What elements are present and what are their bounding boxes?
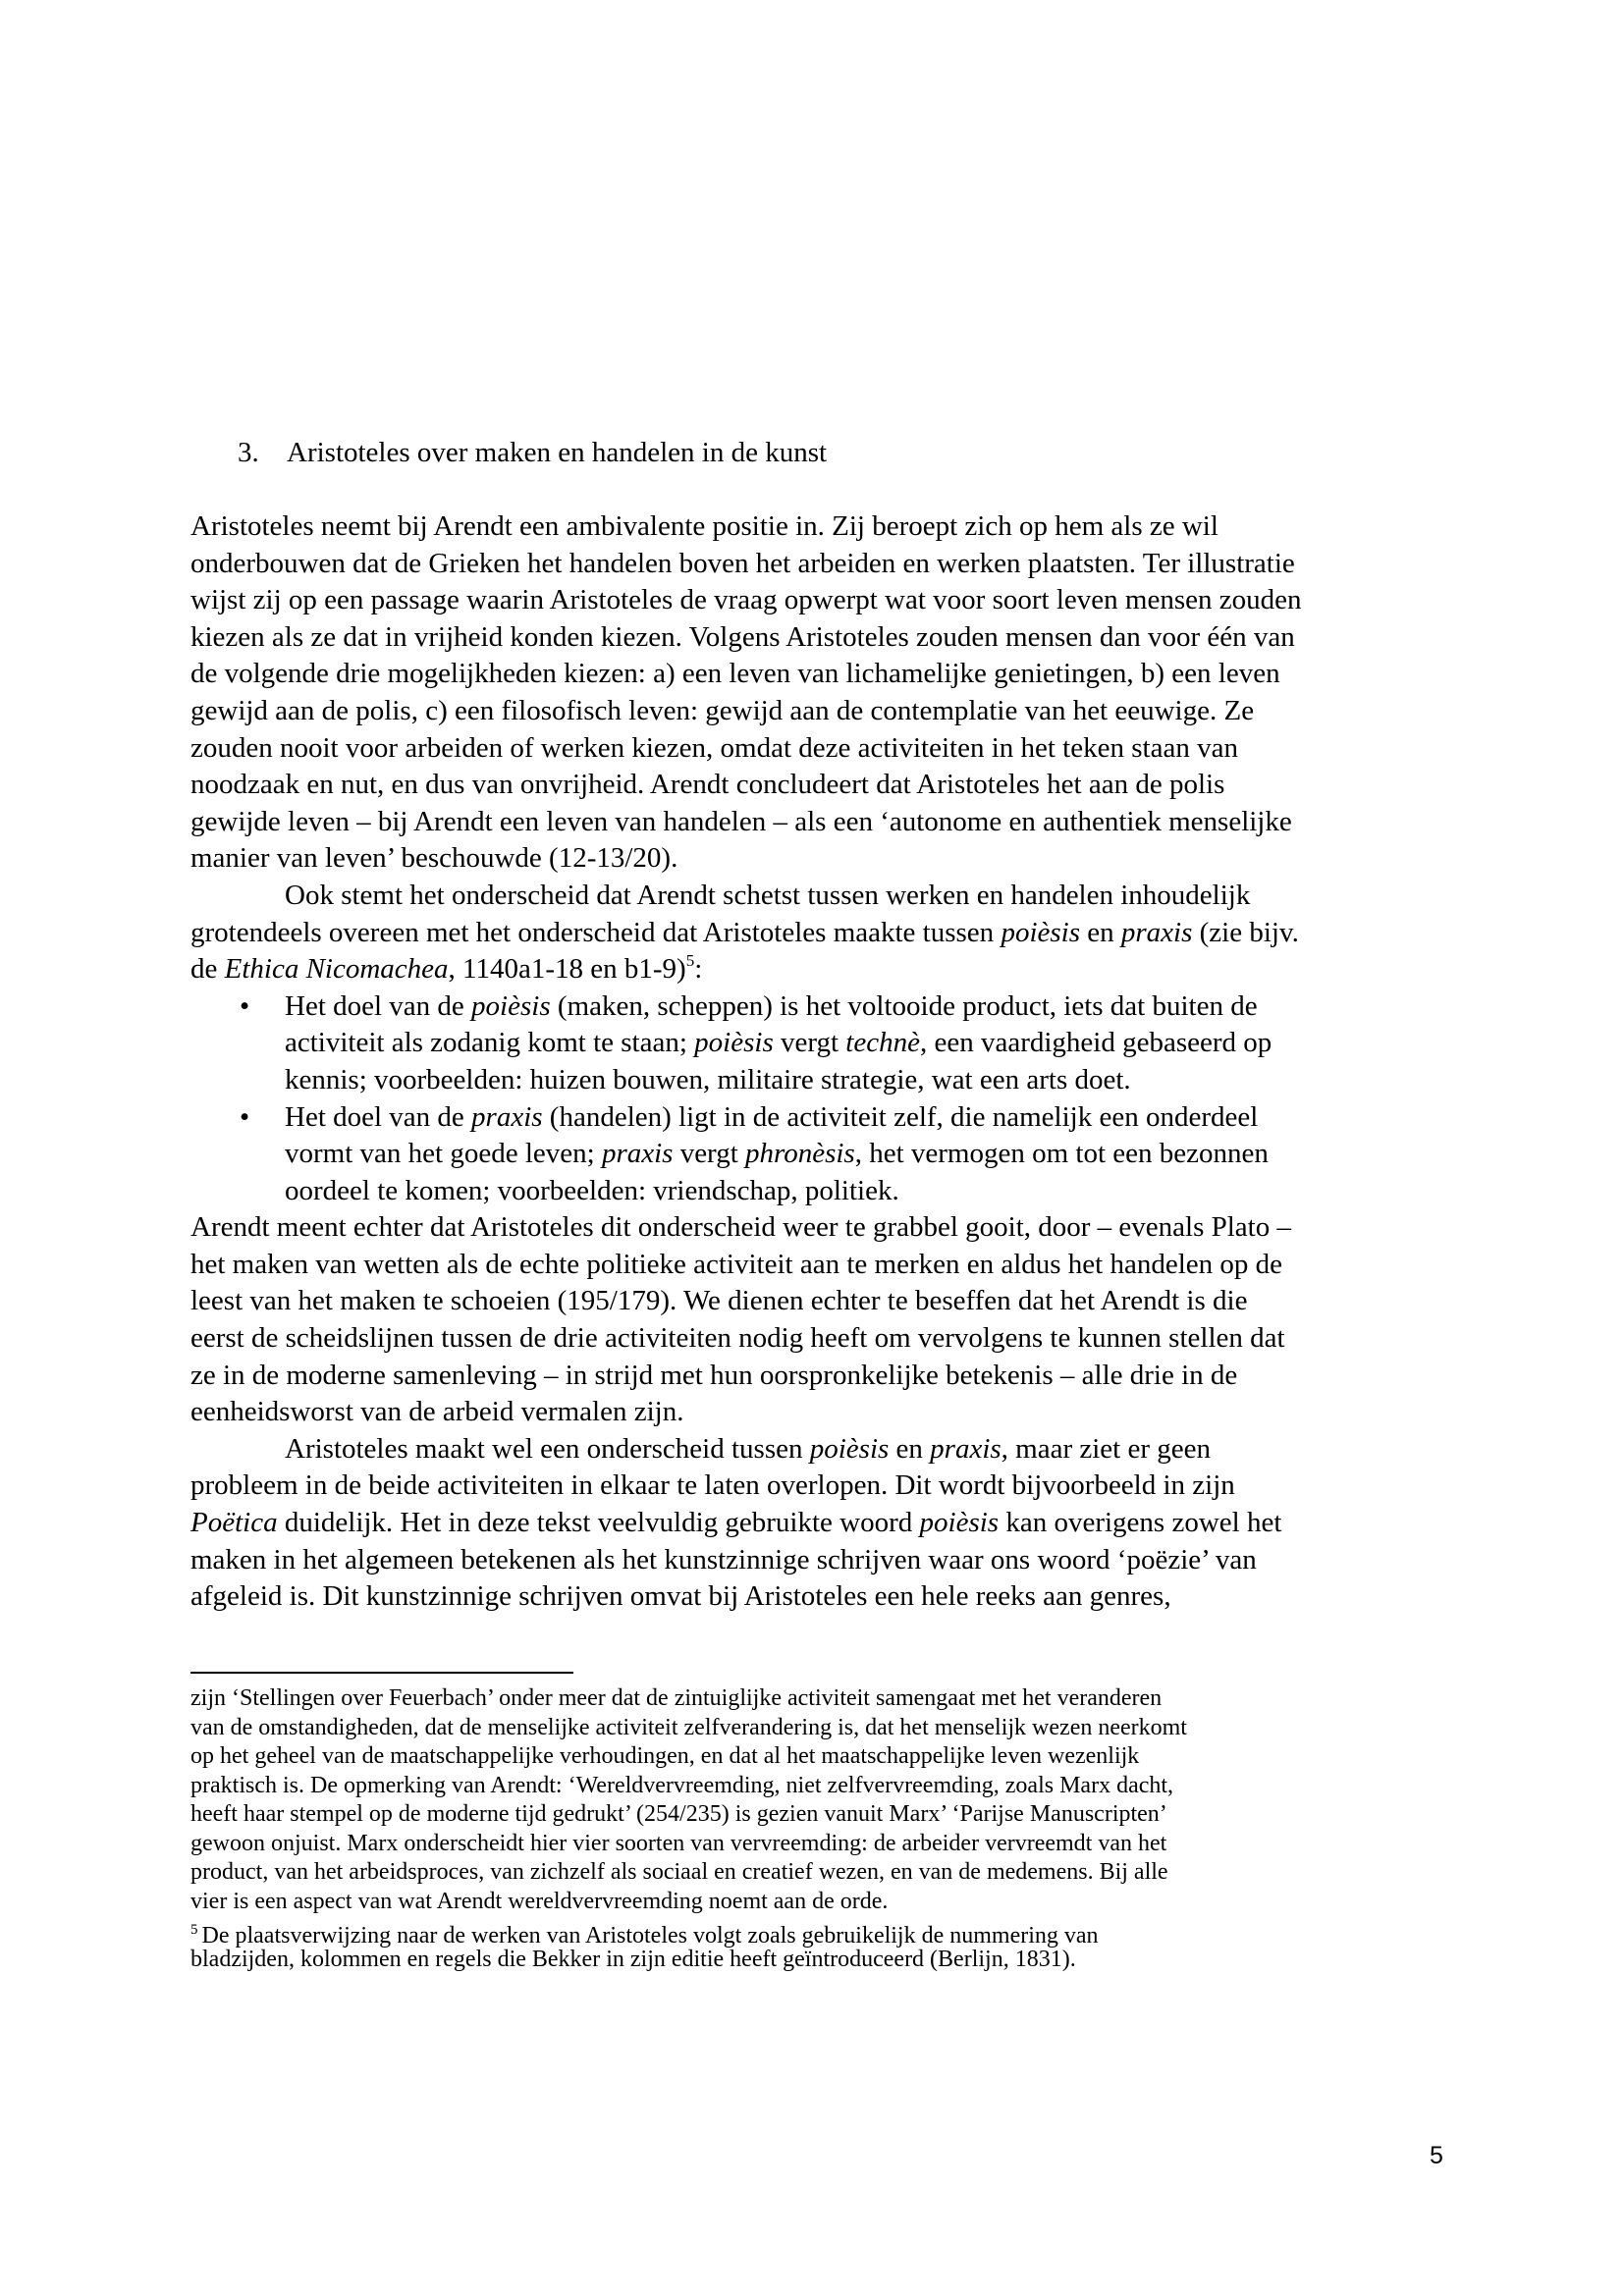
- text-line: [190, 951, 1437, 988]
- text-span: , maar ziet er geen: [1001, 1432, 1212, 1465]
- text-line: manier van leven’ beschouwde (12-13/20).: [190, 842, 678, 875]
- text-line: leest van het maken te schoeien (195/179). We dienen echter te beseffen dat het Arendt is die: [190, 1285, 1248, 1317]
- footnote-line: product, van het arbeidsproces, van zichzelf als sociaal en creatief wezen, en van de medemens. Bij alle: [190, 1859, 1168, 1885]
- text-line: noodzaak en nut, en dus van onvrijheid. Arendt concludeert dat Aristoteles het aan de polis: [190, 769, 1225, 801]
- text-line: het maken van wetten als de echte politieke activiteit aan te merken en aldus het handelen op de: [190, 1248, 1283, 1280]
- bullet-list: [190, 988, 1437, 1210]
- text-line: wijst zij op een passage waarin Aristoteles de vraag opwerpt wat voor soort leven mensen zouden: [190, 584, 1302, 616]
- footnotes: [190, 1684, 1437, 1974]
- italic-term: poièsis: [471, 989, 551, 1022]
- text-span: en: [889, 1432, 931, 1465]
- section-title: Aristoteles over maken en handelen in de kunst: [287, 437, 828, 468]
- text-span: :: [694, 953, 703, 986]
- footnote-number: 5: [190, 1922, 198, 1938]
- text-line: [190, 915, 1437, 952]
- text-line: kiezen als ze dat in vrijheid konden kiezen. Volgens Aristoteles zouden mensen dan voor één van: [190, 620, 1295, 653]
- italic-term: poièsis: [919, 1507, 1000, 1539]
- italic-term: technè: [845, 1027, 920, 1059]
- italic-term: poièsis: [809, 1432, 890, 1465]
- footnote-line: van de omstandigheden, dat de menselijke activiteit zelfverandering is, dat het menselijk wezen neerkomt: [190, 1714, 1187, 1740]
- bullet-icon: •: [240, 989, 250, 1022]
- paragraph-2: [190, 878, 1437, 988]
- section-number: 3.: [238, 437, 259, 468]
- text-line: afgeleid is. Dit kunstzinnige schrijven omvat bij Aristoteles een hele reeks aan genres,: [190, 1580, 1171, 1613]
- text-line: [190, 988, 1437, 1026]
- bullet-item: [190, 988, 1437, 1099]
- text-line: eerst de scheidslijnen tussen de drie activiteiten nodig heeft om vervolgens te kunnen stellen dat: [190, 1322, 1285, 1355]
- footnote-divider: [190, 1672, 573, 1674]
- footnote-continued: [190, 1684, 1437, 1916]
- footnote-line: zijn ‘Stellingen over Feuerbach’ onder meer dat de zintuiglijke activiteit samengaat met het veranderen: [190, 1685, 1163, 1711]
- paragraph-4: [190, 1431, 1437, 1616]
- text-span: kan overigens zowel het: [999, 1507, 1282, 1539]
- footnote-line: gewoon onjuist. Marx onderscheidt hier vier soorten van vervreemding: de arbeider vervreemdt van het: [190, 1830, 1167, 1856]
- paragraph-3: [190, 1209, 1437, 1431]
- text-line: [190, 1431, 1437, 1468]
- footnote-line: bladzijden, kolommen en regels die Bekker in zijn editie heeft geïntroduceerd (Berlijn, 1831).: [190, 1946, 1076, 1972]
- text-span: (zie bijv.: [1192, 916, 1299, 948]
- paragraph-1: [190, 508, 1437, 878]
- text-span: vormt van het goede leven;: [285, 1138, 602, 1170]
- footnote-line: vier is een aspect van wat Arendt wereldvervreemding noemt aan de orde.: [190, 1888, 889, 1914]
- italic-title: Poëtica: [190, 1507, 278, 1539]
- footnote-reference[interactable]: 5: [685, 951, 695, 971]
- text-line: zouden nooit voor arbeiden of werken kiezen, omdat deze activiteiten in het teken staan van: [190, 731, 1238, 764]
- footnote-line: praktisch is. De opmerking van Arendt: ‘Wereldvervreemding, niet zelfvervreemding, zoals Marx dacht,: [190, 1772, 1174, 1798]
- text-line: maken in het algemeen betekenen als het kunstzinnige schrijven waar ons woord ‘poëzie’ van: [190, 1543, 1257, 1575]
- text-span: de: [190, 953, 225, 986]
- text-line: gewijde leven – bij Arendt een leven van handelen – als een ‘autonome en authentiek menselijke: [190, 805, 1292, 837]
- bullet-item: [190, 1099, 1437, 1210]
- bullet-icon: •: [240, 1100, 250, 1133]
- text-span: grotendeels overeen met het onderscheid dat Aristoteles maakte tussen: [190, 916, 1001, 948]
- italic-term: praxis: [930, 1432, 1001, 1465]
- footnote-line: heeft haar stempel op de moderne tijd gedrukt’ (254/235) is gezien vanuit Marx’ ‘Parijse Manuscripten’: [190, 1801, 1167, 1827]
- footnote-5: [190, 1916, 1437, 1974]
- italic-term: praxis: [471, 1100, 543, 1133]
- text-span: vergt: [673, 1138, 745, 1170]
- text-line: Ook stemt het onderscheid dat Arendt schetst tussen werken en handelen inhoudelijk: [285, 879, 1251, 911]
- text-line: Aristoteles neemt bij Arendt een ambivalente positie in. Zij beroept zich op hem als ze wil: [190, 510, 1218, 542]
- text-span: De plaatsverwijzing naar de werken van Aristoteles volgt zoals gebruikelijk de nummering van: [201, 1923, 1099, 1949]
- text-span: (handelen) ligt in de activiteit zelf, die namelijk een onderdeel: [542, 1100, 1259, 1133]
- text-line: [190, 1505, 1437, 1542]
- text-span: duidelijk. Het in deze tekst veelvuldig gebruikte woord: [277, 1507, 920, 1539]
- italic-term: phronèsis: [745, 1138, 855, 1170]
- section-heading: [238, 435, 827, 470]
- text-line: gewijd aan de polis, c) een filosofisch leven: gewijd aan de contemplatie van het eeuwige. Ze: [190, 694, 1255, 726]
- text-span: Het doel van de: [285, 989, 472, 1022]
- text-line: [190, 1025, 1437, 1062]
- text-line: [190, 1136, 1437, 1173]
- text-line: oordeel te komen; voorbeelden: vriendschap, politiek.: [285, 1174, 899, 1206]
- text-span: (maken, scheppen) is het voltooide product, iets dat buiten de: [550, 989, 1258, 1022]
- text-line: de volgende drie mogelijkheden kiezen: a) een leven van lichamelijke genietingen, b) een leven: [190, 658, 1280, 690]
- text-line: Arendt meent echter dat Aristoteles dit onderscheid weer te grabbel gooit, door – evenals Plato –: [190, 1211, 1291, 1244]
- text-span: , een vaardigheid gebaseerd op: [919, 1027, 1272, 1059]
- footnote-line: [190, 1916, 1437, 1949]
- text-line: probleem in de beide activiteiten in elkaar te laten overlopen. Dit wordt bijvoorbeeld in zijn: [190, 1469, 1235, 1502]
- text-span: activiteit als zodanig komt te staan;: [285, 1027, 695, 1059]
- text-line: kennis; voorbeelden: huizen bouwen, militaire strategie, wat een arts doet.: [285, 1063, 1131, 1095]
- text-span: , 1140a1-18 en b1-9): [448, 953, 686, 986]
- text-line: ze in de moderne samenleving – in strijd met hun oorspronkelijke betekenis – alle drie in de: [190, 1359, 1238, 1391]
- text-span: , het vermogen om tot een bezonnen: [854, 1138, 1269, 1170]
- italic-term: praxis: [1120, 916, 1193, 948]
- text-span: Het doel van de: [285, 1100, 472, 1133]
- text-line: onderbouwen dat de Grieken het handelen boven het arbeiden en werken plaatsten. Ter illustratie: [190, 547, 1295, 579]
- italic-term: poièsis: [694, 1027, 774, 1059]
- text-span: en: [1080, 916, 1121, 948]
- italic-term: poièsis: [1001, 916, 1080, 948]
- body-text: [190, 508, 1437, 1616]
- footnote-line: op het geheel van de maatschappelijke verhoudingen, en dat al het maatschappelijke leven wezenlijk: [190, 1743, 1140, 1769]
- italic-term: praxis: [601, 1138, 674, 1170]
- italic-title: Ethica Nicomachea: [224, 953, 449, 986]
- page-number: 5: [1430, 2142, 1443, 2169]
- text-line: [190, 1099, 1437, 1137]
- text-span: Aristoteles maakt wel een onderscheid tussen: [285, 1432, 810, 1465]
- text-line: eenheidsworst van de arbeid vermalen zijn.: [190, 1396, 684, 1428]
- text-span: vergt: [773, 1027, 846, 1059]
